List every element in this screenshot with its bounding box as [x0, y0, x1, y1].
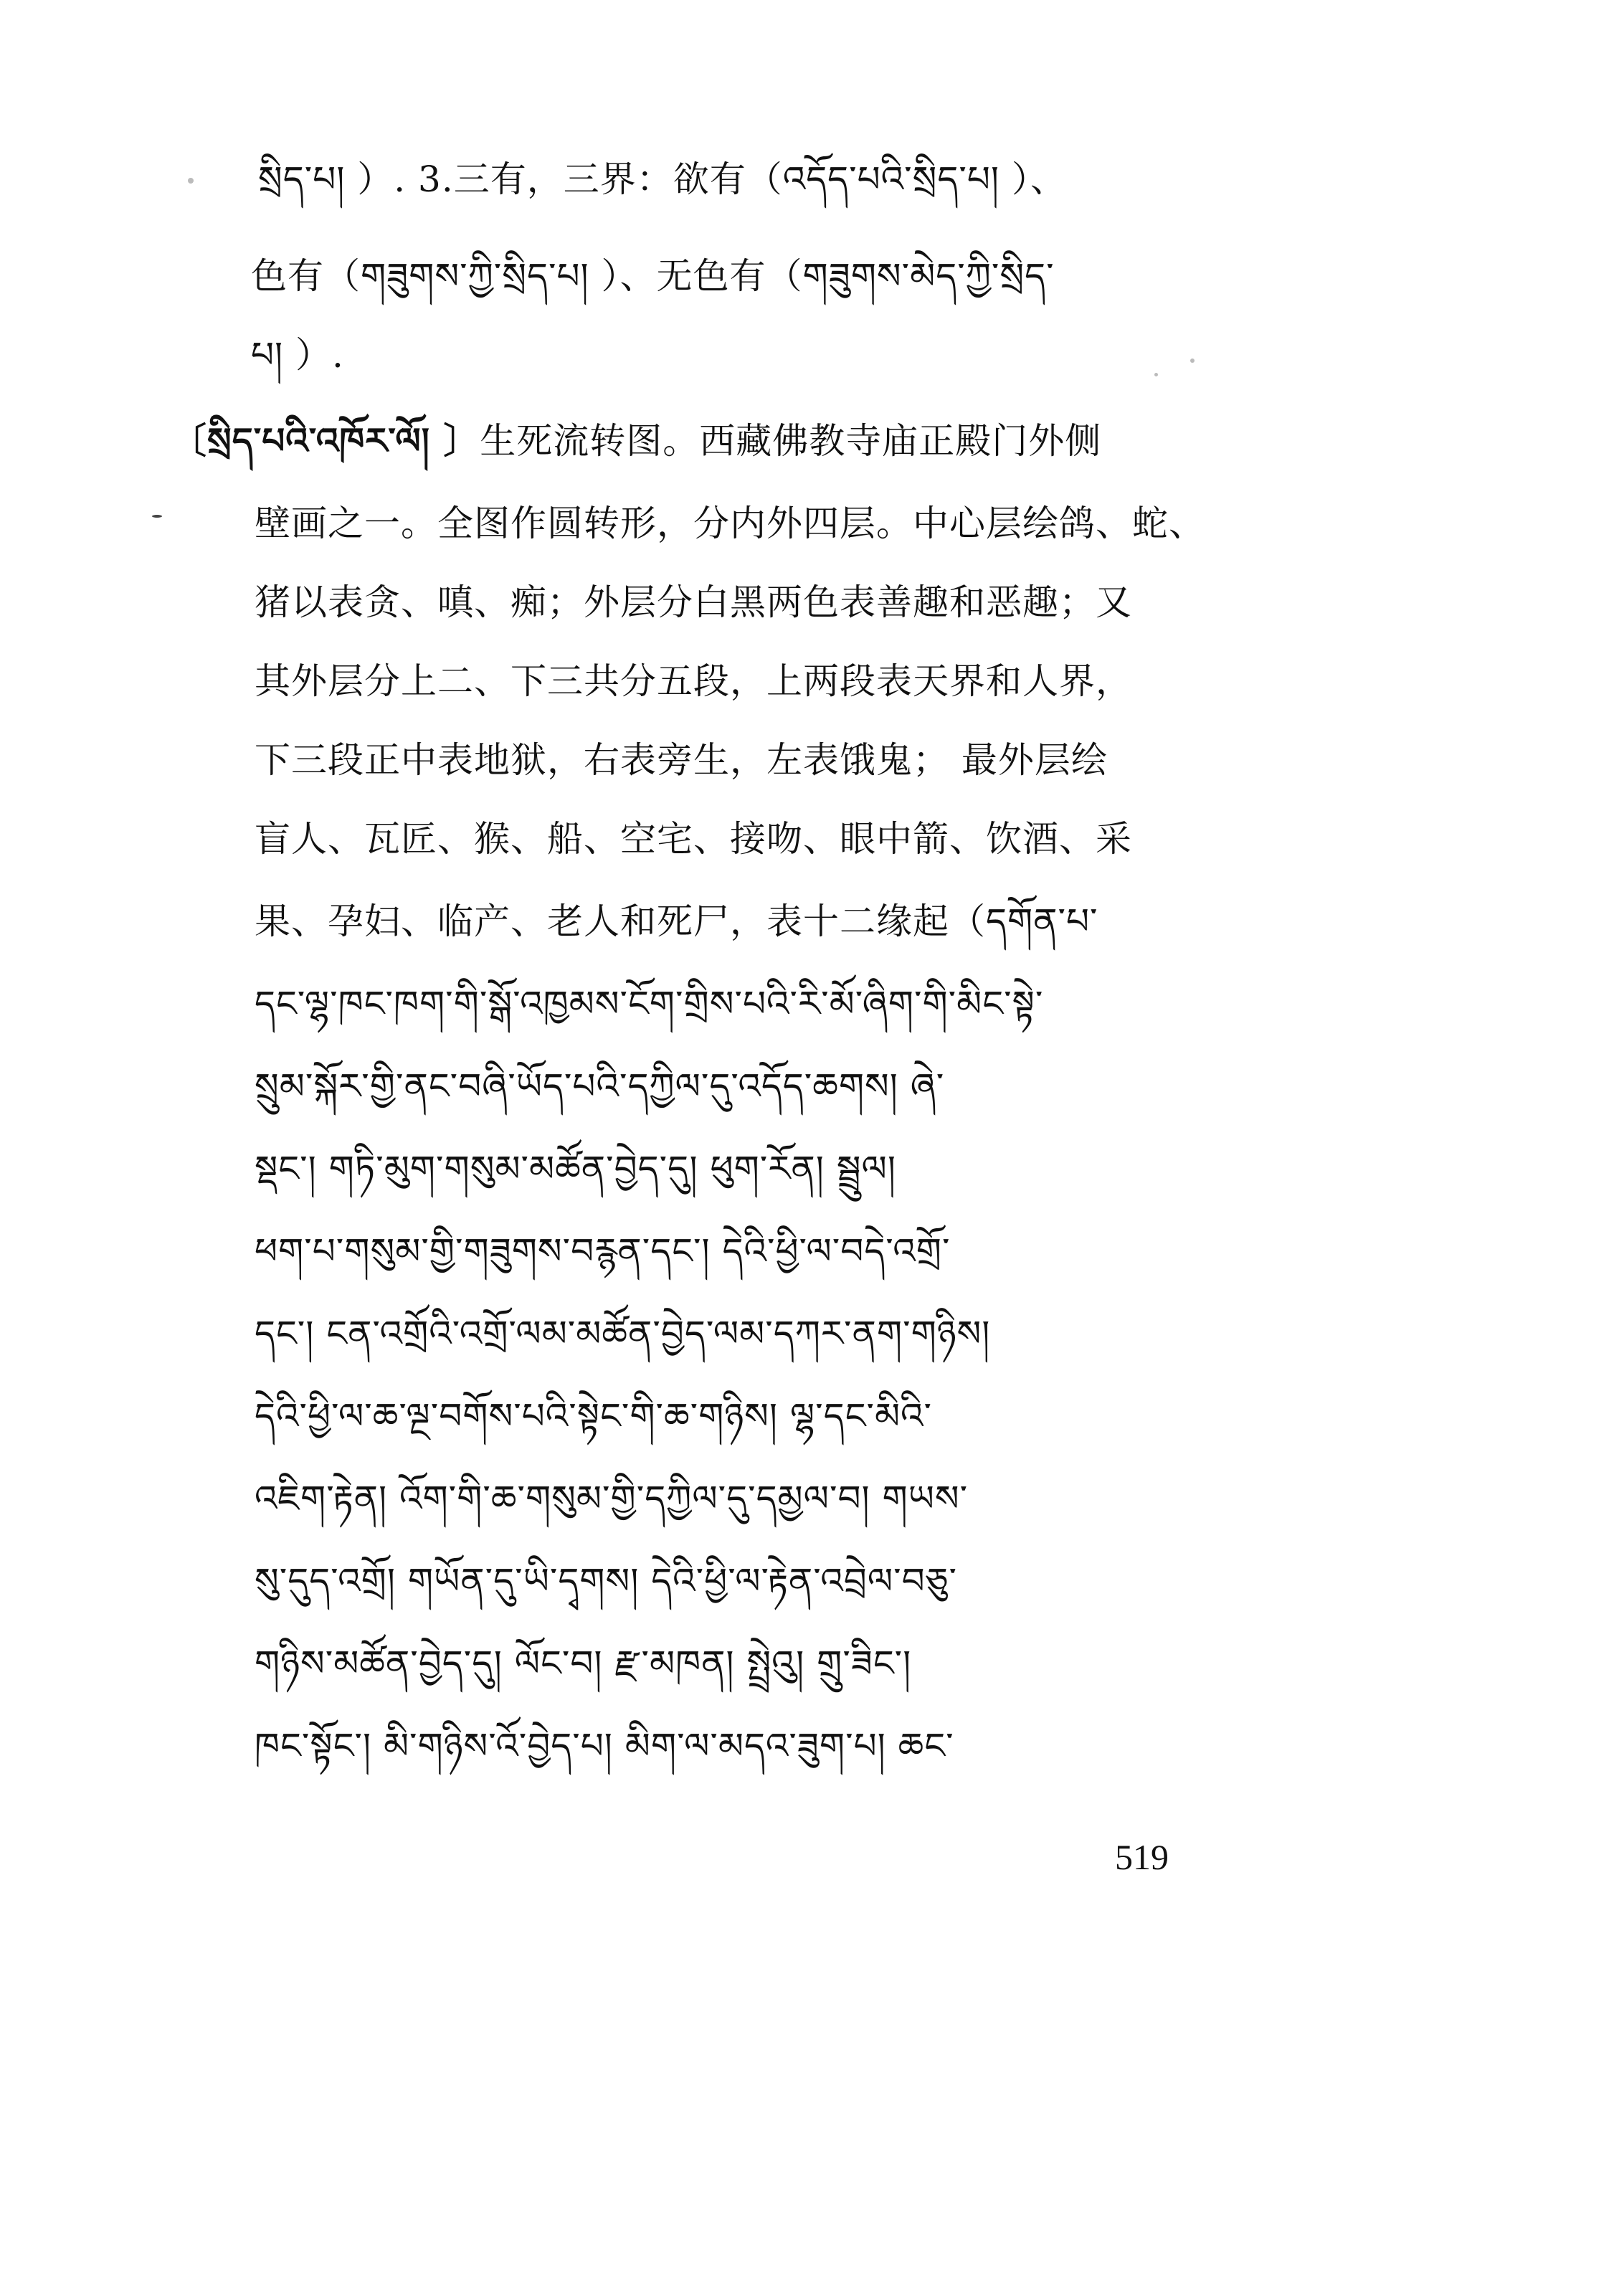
text-line-19: གཉིས་མཚོན་བྱེད་དུ། ལོང་བ། རྫ་མཁན། སྤྲེའུ། གྲུ་ཟིང་། — [255, 1643, 912, 1684]
text-line-7: 其外层分上二、下三共分五段，上两段表天界和人界， — [255, 660, 1132, 702]
scan-speck — [1154, 373, 1158, 376]
text-line-11: དང་ལྷ་ཁང་ཁག་གི་སྒོ་འཁྱམས་ངོག་གྲིས་པའི་རི་མོ་ཞིག་གི་མིང་སྟེ་ — [255, 983, 1044, 1025]
text-line-18: སུ་དུད་འགྲོ། གཡོན་དུ་ཡི་དྭགས། དེའི་ཕྱི་ལ་རྟེན་འབྲེལ་བཅུ་ — [255, 1560, 957, 1602]
text-line-16: དེའི་ཕྱི་ལ་ཆ་ལྔ་བགོས་པའི་སྟེང་གི་ཆ་གཉིས། ལྷ་དང་མིའི་ — [255, 1395, 933, 1437]
text-line-9: 盲人、瓦匠、猴、船、空宅、接吻、眼中箭、饮酒、采 — [255, 818, 1132, 860]
text-line-6: 猪以表贪、嗔、痴；外层分白黑两色表善趣和恶趣；又 — [255, 581, 1132, 623]
text-line-2: 色有（གཟུགས་ཀྱི་སྲིད་པ། ）、无色有（གཟུགས་མེད་ཀྱི་སྲིད་ — [251, 255, 1055, 297]
text-line-17: འཇིག་རྟེན། འོག་གི་ཆ་གསུམ་གྱི་དཀྱིལ་དུ་དམྱལ་བ། གཡས་ — [255, 1478, 969, 1519]
text-line-13: སྡང་། གཏི་མུག་གསུམ་མཚོན་བྱེད་དུ། ཕུག་རོན། སྦྲུལ། — [255, 1148, 896, 1190]
scan-speck — [1190, 359, 1195, 363]
entry-headword: 〔སྲིད་པའི་འཁོར་ལོ། 〕 — [171, 419, 480, 462]
text-line-1: སྲིད་པ། ）. 3.三有，三界：欲有（འདོད་པའི་སྲིད་པ། ）、 — [258, 158, 1067, 200]
dictionary-entry — [171, 412, 1101, 470]
scan-mark — [152, 515, 162, 518]
text-line-3: པ། ）. — [251, 334, 344, 376]
text-line-5: 壁画之一。全图作圆转形，分内外四层。中心层绘鸽、蛇、 — [255, 503, 1205, 544]
entry-definition: 生死流转图。西藏佛教寺庙正殿门外侧 — [480, 420, 1102, 462]
text-line-10: 果、孕妇、临产、老人和死尸，表十二缘起（དགོན་པ་ — [255, 901, 1098, 942]
page-number: 519 — [1115, 1837, 1169, 1877]
text-line-20: ཁང་སྟོང་། མི་གཉིས་འོ་བྱེད་པ། མིག་ལ་མདའ་ཟུག་པ། ཆང་ — [255, 1725, 954, 1767]
text-line-15: དང་། ངན་འགྲོའི་འགྲོ་ལམ་མཚོན་བྱེད་ལམ་དཀར་ནག་གཉིས། — [255, 1313, 991, 1354]
scan-speck — [188, 178, 194, 184]
text-line-8: 下三段正中表地狱，右表旁生，左表饿鬼； 最外层绘 — [255, 739, 1108, 781]
text-line-12: སྲུམ་སྐོར་གྱི་ནང་བཞི་ཡོད་པའི་དཀྱིལ་དུ་འདོད་ཆགས། ཞེ་ — [255, 1065, 945, 1107]
text-line-14: ཕག་པ་གསུམ་གྱི་གཟུགས་བརྙན་དང་། དེའི་ཕྱི་ལ་བདེ་འགྲོ་ — [255, 1230, 951, 1272]
